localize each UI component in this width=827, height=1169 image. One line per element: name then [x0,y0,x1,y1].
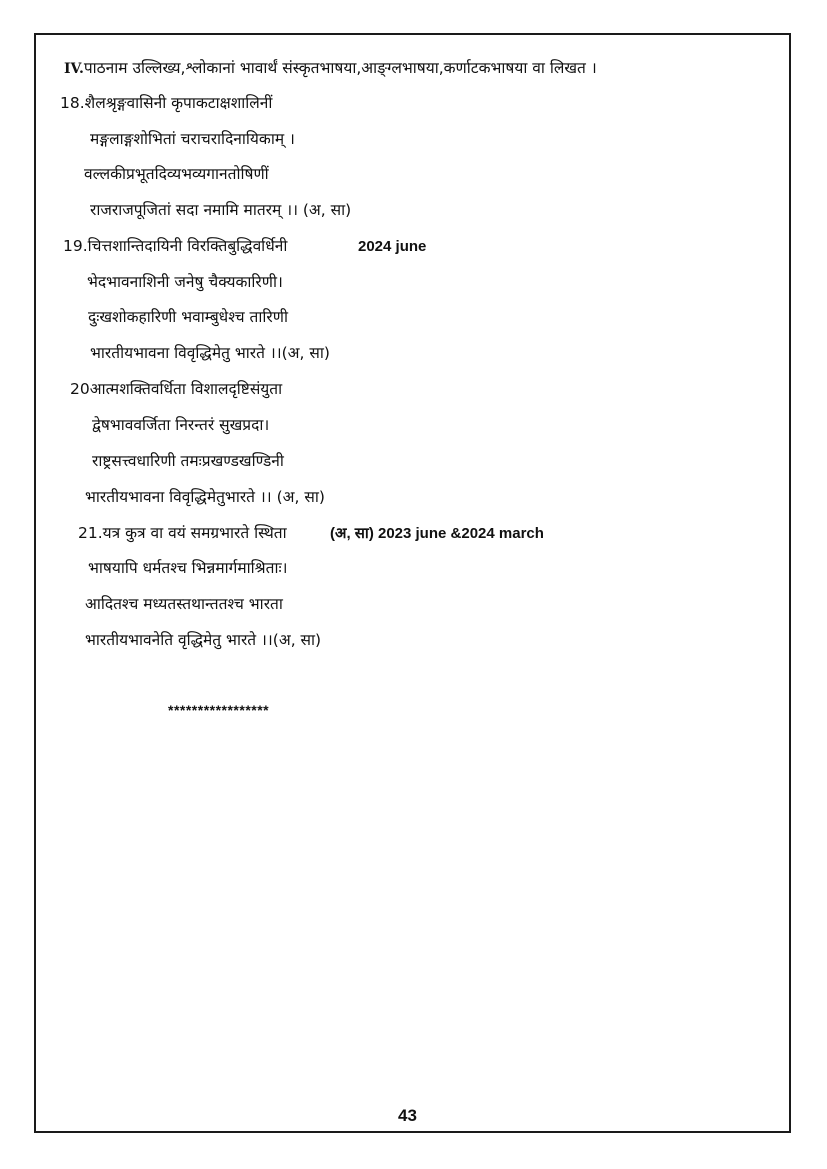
instruction-roman-numeral: IV. [64,61,84,77]
verse-18-line-1: 18.शैलश्रृङ्गवासिनी कृपाकटाक्षशालिनीं [60,94,273,112]
asterisk-separator: ***************** [168,702,270,718]
instruction-text: पाठनाम उल्लिख्य,श्लोकानां भावार्थं संस्कृतभाषया,आङ्ग्लभाषया,कर्णाटकभाषया वा लिखत । [83,59,597,77]
verse-19-line-1: 19.चित्तशान्तिदायिनी विरक्तिबुद्धिवर्धिनी [63,237,288,255]
instruction-heading [64,58,597,79]
verse-19-line-2: भेदभावनाशिनी जनेषु चैक्यकारिणी। [87,273,283,291]
verse-19-exam-note: 2024 june [358,238,427,255]
page-number: 43 [398,1106,417,1125]
verse-18-line-2: मङ्गलाङ्गशोभितां चराचरादिनायिकाम् । [90,130,295,148]
verse-18-line-4: राजराजपूजितां सदा नमामि मातरम् ।। (अ, सा) [90,201,352,219]
verse-21-line-3: आदितश्च मध्यतस्तथान्ततश्च भारता [85,595,283,613]
page-border [34,33,791,1133]
verse-20-line-2: द्वेषभाववर्जिता निरन्तरं सुखप्रदा। [92,416,270,434]
verse-21-line-2: भाषयापि धर्मतश्च भिन्नमार्गमाश्रिताः। [88,559,288,577]
verse-20-line-3: राष्ट्रसत्त्वधारिणी तमःप्रखण्डखण्डिनी [92,452,284,470]
verse-20-line-4: भारतीयभावना विवृद्धिमेतुभारते ।। (अ, सा) [85,488,325,506]
verse-21-line-1: 21.यत्र कुत्र वा वयं समग्रभारते स्थिता [78,524,287,542]
verse-20-line-1: 20आत्मशक्तिवर्धिता विशालदृष्टिसंयुता [70,380,283,398]
verse-18-line-3: वल्लकीप्रभूतदिव्यभव्यगानतोषिणीं [84,165,269,183]
verse-19-line-4: भारतीयभावना विवृद्धिमेतु भारते ।।(अ, सा) [90,344,330,362]
verse-21-line-4: भारतीयभावनेति वृद्धिमेतु भारते ।।(अ, सा) [85,631,322,649]
verse-21-exam-note: (अ, सा) 2023 june &2024 march [330,525,544,542]
verse-19-line-3: दुःखशोकहारिणी भवाम्बुधेश्च तारिणी [88,308,288,326]
